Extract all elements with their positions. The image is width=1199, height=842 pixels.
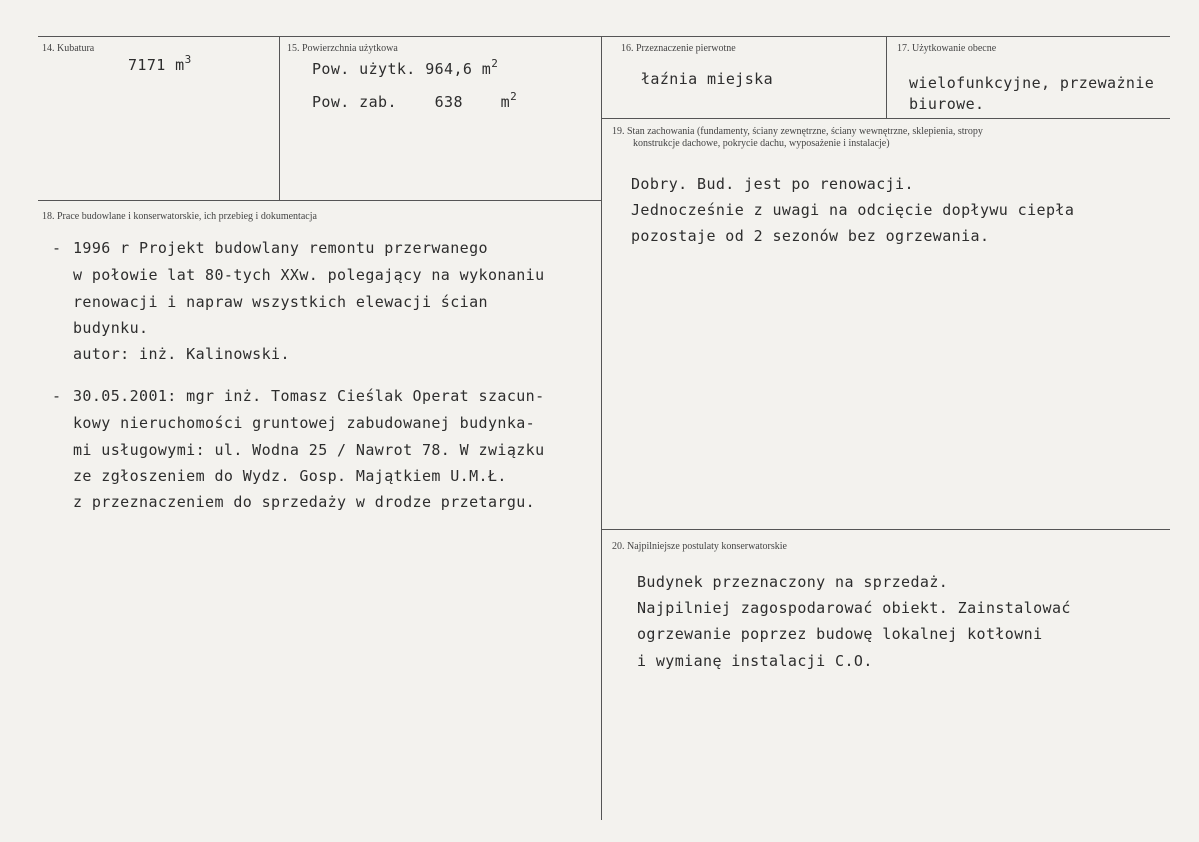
condition-line-1: Dobry. Bud. jest po renowacji. [631,175,914,193]
field-20-label: 20. Najpilniejsze postulaty konserwatorskie [612,541,787,552]
divider-16-17 [886,36,887,118]
field-14-value [128,52,192,78]
volume-value: 7171 [128,56,166,74]
usable-area-prefix: Pow. użytk. [312,60,416,78]
built-area-prefix: Pow. zab. [312,93,397,111]
built-area-unit: m [500,93,511,111]
postulate-line-3: ogrzewanie poprzez budowę lokalnej kotłowni [637,625,1043,643]
condition-line-3: pozostaje od 2 sezonów bez ogrzewania. [631,227,990,245]
postulate-line-4: i wymianę instalacji C.O. [637,652,873,670]
entry-2-line-2: kowy nieruchomości gruntowej zabudowanej budynka- [73,414,536,432]
entry-2-line-1: 30.05.2001: mgr inż. Tomasz Cieślak Operat szacun- [73,387,545,405]
rule-above-20 [601,529,1170,530]
divider-14-15 [279,36,280,200]
current-use-line-1: wielofunkcyjne, przeważnie [909,74,1155,92]
condition-line-2: Jednocześnie z uwagi na odcięcie dopływu ciepła [631,201,1075,219]
original-purpose-value: łaźnia miejska [641,70,774,88]
postulate-line-2: Najpilniej zagospodarować obiekt. Zainstalować [637,599,1071,617]
entry-2-line-4: ze zgłoszeniem do Wydz. Gosp. Majątkiem U.M.Ł. [73,467,507,485]
postulate-line-1: Budynek przeznaczony na sprzedaż. [637,573,949,591]
field-19-label-line-2: konstrukcje dachowe, pokrycie dachu, wyposażenie i instalacje) [633,138,890,149]
entry-1-dash: - [52,239,62,257]
top-rule [38,36,1170,37]
entry-2-line-5: z przeznaczeniem do sprzedaży w drodze przetargu. [73,493,536,511]
built-area-unit-exp: 2 [510,90,518,103]
field-18-label: 18. Prace budowlane i konserwatorskie, ich przebieg i dokumentacja [42,211,317,222]
usable-area-unit-exp: 2 [491,57,499,70]
field-17-label: 17. Użytkowanie obecne [897,43,997,54]
built-area-line [312,89,517,115]
entry-1-line-3: renowacji i napraw wszystkich elewacji ścian [73,293,488,311]
rule-under-14-15 [38,200,601,201]
entry-1-line-2: w połowie lat 80-tych XXw. polegający na wykonaniu [73,266,545,284]
field-14-label: 14. Kubatura [42,43,95,54]
usable-area-line [312,56,498,82]
usable-area-value: 964,6 [425,60,473,78]
field-16-label: 16. Przeznaczenie pierwotne [621,43,736,54]
divider-15-16 [601,36,602,820]
rule-under-16-17 [601,118,1170,119]
built-area-value: 638 [434,93,463,111]
entry-2-dash: - [52,387,62,405]
volume-unit-exp: 3 [184,53,192,66]
current-use-line-2: biurowe. [909,95,985,113]
field-15-label: 15. Powierzchnia użytkowa [287,43,398,54]
entry-1-line-4: budynku. [73,319,149,337]
volume-unit: m [175,56,185,74]
entry-2-line-3: mi usługowymi: ul. Wodna 25 / Nawrot 78. W związku [73,441,545,459]
usable-area-unit: m [481,60,492,78]
entry-1-line-1: 1996 r Projekt budowlany remontu przerwanego [73,239,488,257]
field-19-label-line-1: 19. Stan zachowania (fundamenty, ściany zewnętrzne, ściany wewnętrzne, sklepienia, stropy [612,126,983,137]
entry-1-line-5: autor: inż. Kalinowski. [73,345,290,363]
